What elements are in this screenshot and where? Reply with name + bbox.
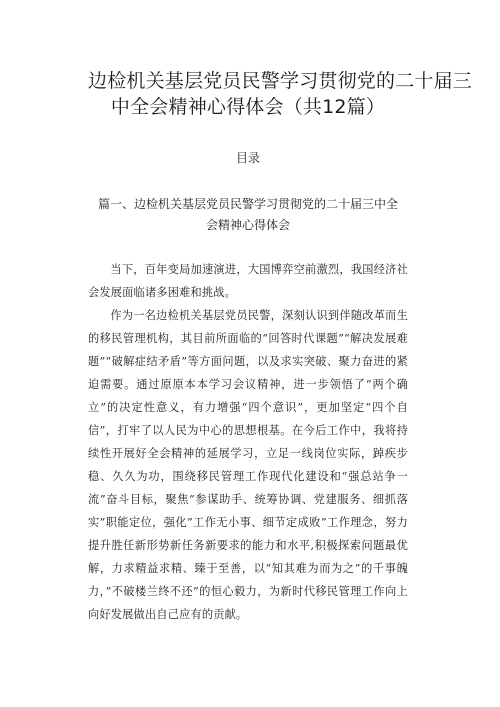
article-title	[88, 194, 408, 236]
toc-heading: 目录	[235, 151, 260, 165]
body-paragraph-2: 作为一名边检机关基层党员民警，深刻认识到伴随改革而生的移民管理机构，其目前所面临的“回答时代课题”“解决发展难题”“破解症结矛盾”等方面问题，以及求实突破、聚力奋进的紧迫需要。通过原原本本学习会议精神，进一步领悟了“两个确立”的决定性意义，有力增强“四个意识”，更加坚定“四个自信”，打牢了以人民为中心的思想根基。在今后工作中，我将持续性开展好全会精神的延展学习，立足一线岗位实际，踔疾步稳、久久为功，围绕移民管理工作现代化建设和“强总站争一流”奋斗目标，聚焦“参谋助手、统筹协调、党建服务、细抓落实”职能定位，强化”工作无小事、细节定成败”工作理念，努力提升胜任新形势新任务新要求的能力和水平,积极探索问题最优解，力求精益求精、臻于至善，以“知其难为而为之”的千事魄力，”不破楼兰终不还”的恒心毅力，为新时代移民管理工作向上向好发展做出自己应有的贡献。	[88, 309, 408, 621]
article-title-line-1: 篇一、边检机关基层党员民警学习贯彻党的二十届三中全	[97, 197, 398, 211]
article-body	[88, 258, 408, 626]
body-paragraph-1: 当下，百年变局加速演进，大国博弈空前激烈，我国经济社会发展面临诸多困难和挑战。	[88, 263, 408, 299]
document-title-line-1: 边检机关基层党员民警学习贯彻党的二十届三	[88, 70, 473, 92]
article-title-line-2: 会精神心得体会	[205, 218, 290, 232]
document-title	[88, 0, 473, 120]
document-title-line-2: 中全会精神心得体会（共12篇）	[110, 96, 386, 118]
